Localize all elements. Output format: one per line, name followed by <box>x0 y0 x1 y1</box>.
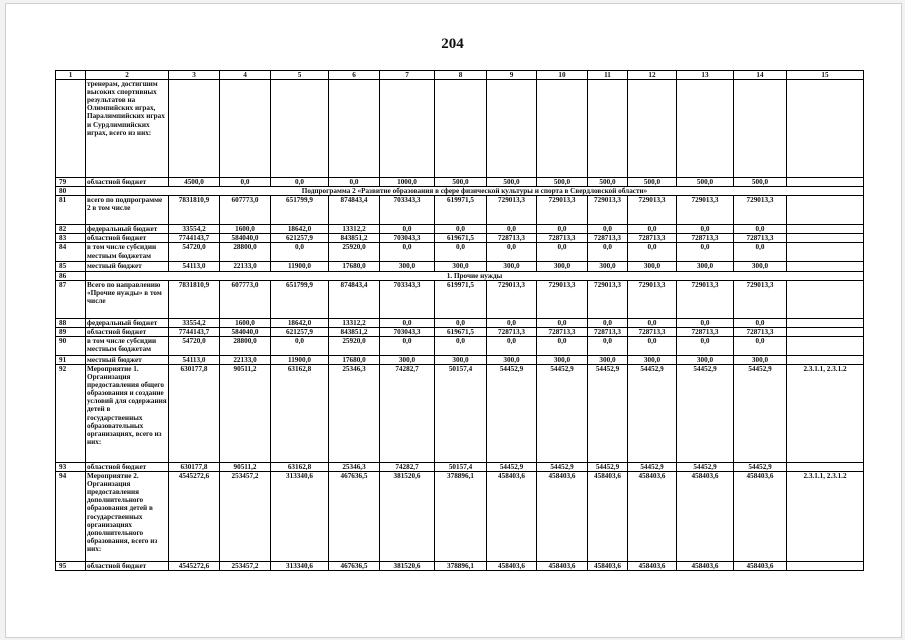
table-row <box>56 178 864 187</box>
value-cell: 651799,9 <box>271 280 329 318</box>
value-cell: 7831810,9 <box>169 280 220 318</box>
row-number: 87 <box>56 280 86 318</box>
row-label: Мероприятие 1. Организация предоставления общего образования и создание условий для содержания детей в государственных образовательных организациях, всего из них: <box>86 364 169 462</box>
budget-table <box>55 70 864 571</box>
row-label: тренерам, достигшим высоких спортивных результатов на Олимпийских играх, Паралимпийских играх и Сурдлимпийских играх, всего из них: <box>86 80 169 178</box>
value-cell: 729013,3 <box>734 196 787 225</box>
target-link-cell <box>787 280 864 318</box>
value-cell: 0,0 <box>677 243 734 262</box>
value-cell: 0,0 <box>380 243 435 262</box>
value-cell: 467636,5 <box>329 472 380 562</box>
value-cell: 74282,7 <box>380 462 435 471</box>
value-cell: 90511,2 <box>220 364 271 462</box>
table-row <box>56 196 864 225</box>
column-number: 9 <box>487 71 537 80</box>
target-link-cell <box>787 355 864 364</box>
value-cell: 300,0 <box>734 355 787 364</box>
table-row <box>56 364 864 462</box>
value-cell: 458403,6 <box>588 562 628 571</box>
value-cell: 0,0 <box>588 318 628 327</box>
value-cell: 7744143,7 <box>169 234 220 243</box>
value-cell: 458403,6 <box>537 472 588 562</box>
value-cell: 0,0 <box>734 318 787 327</box>
value-cell: 300,0 <box>628 355 677 364</box>
value-cell: 25346,3 <box>329 364 380 462</box>
value-cell: 313340,6 <box>271 472 329 562</box>
table-row <box>56 280 864 318</box>
value-cell: 619671,5 <box>435 327 487 336</box>
value-cell: 22133,0 <box>220 262 271 271</box>
value-cell <box>329 80 380 178</box>
value-cell: 0,0 <box>435 336 487 355</box>
value-cell: 619971,5 <box>435 196 487 225</box>
value-cell: 728713,3 <box>588 234 628 243</box>
value-cell: 54113,0 <box>169 262 220 271</box>
value-cell: 313340,6 <box>271 562 329 571</box>
value-cell: 0,0 <box>271 243 329 262</box>
value-cell: 0,0 <box>329 178 380 187</box>
row-label: местный бюджет <box>86 355 169 364</box>
value-cell: 729013,3 <box>677 196 734 225</box>
value-cell: 0,0 <box>435 225 487 234</box>
value-cell: 630177,8 <box>169 462 220 471</box>
section-title: 1. Прочие нужды <box>86 271 864 280</box>
row-label: областной бюджет <box>86 234 169 243</box>
value-cell: 13312,2 <box>329 225 380 234</box>
value-cell: 0,0 <box>537 318 588 327</box>
value-cell: 25920,0 <box>329 243 380 262</box>
value-cell: 300,0 <box>588 262 628 271</box>
column-number: 2 <box>86 71 169 80</box>
value-cell: 728713,3 <box>537 327 588 336</box>
value-cell: 0,0 <box>628 318 677 327</box>
value-cell: 729013,3 <box>677 280 734 318</box>
value-cell <box>380 80 435 178</box>
table-row <box>56 234 864 243</box>
target-link-cell <box>787 196 864 225</box>
value-cell: 1600,0 <box>220 318 271 327</box>
value-cell: 729013,3 <box>487 196 537 225</box>
value-cell: 728713,3 <box>734 234 787 243</box>
value-cell: 50157,4 <box>435 462 487 471</box>
value-cell: 729013,3 <box>588 196 628 225</box>
row-number: 82 <box>56 225 86 234</box>
target-link-cell: 2.3.1.1, 2.3.1.2 <box>787 364 864 462</box>
column-number: 13 <box>677 71 734 80</box>
target-link-cell <box>787 178 864 187</box>
value-cell: 7744143,7 <box>169 327 220 336</box>
table-row <box>56 80 864 178</box>
row-label: Всего по направлению «Прочие нужды» в том числе <box>86 280 169 318</box>
value-cell: 584040,0 <box>220 327 271 336</box>
target-link-cell <box>787 462 864 471</box>
value-cell: 0,0 <box>628 225 677 234</box>
value-cell: 729013,3 <box>487 280 537 318</box>
column-number: 4 <box>220 71 271 80</box>
value-cell: 90511,2 <box>220 462 271 471</box>
value-cell: 500,0 <box>435 178 487 187</box>
row-label: Мероприятие 2. Организация предоставления дополнительного образования детей в государственных организациях дополнительного образования, всего из них: <box>86 472 169 562</box>
column-number: 10 <box>537 71 588 80</box>
row-label: местный бюджет <box>86 262 169 271</box>
value-cell: 458403,6 <box>487 562 537 571</box>
table-body <box>56 71 864 571</box>
value-cell: 0,0 <box>380 336 435 355</box>
value-cell: 300,0 <box>380 262 435 271</box>
value-cell: 300,0 <box>380 355 435 364</box>
value-cell: 874843,4 <box>329 196 380 225</box>
target-link-cell <box>787 262 864 271</box>
row-number: 91 <box>56 355 86 364</box>
value-cell: 584040,0 <box>220 234 271 243</box>
row-label: федеральный бюджет <box>86 318 169 327</box>
target-link-cell: 2.3.1.1, 2.3.1.2 <box>787 472 864 562</box>
section-row <box>56 271 864 280</box>
target-link-cell <box>787 562 864 571</box>
row-number: 81 <box>56 196 86 225</box>
value-cell: 0,0 <box>487 225 537 234</box>
value-cell: 874843,4 <box>329 280 380 318</box>
value-cell: 28800,0 <box>220 336 271 355</box>
value-cell: 843851,2 <box>329 234 380 243</box>
value-cell: 300,0 <box>677 262 734 271</box>
value-cell: 0,0 <box>220 178 271 187</box>
value-cell: 18642,0 <box>271 318 329 327</box>
value-cell <box>435 80 487 178</box>
value-cell: 253457,2 <box>220 562 271 571</box>
value-cell: 74282,7 <box>380 364 435 462</box>
value-cell: 300,0 <box>435 262 487 271</box>
value-cell: 54452,9 <box>628 364 677 462</box>
value-cell: 33554,2 <box>169 225 220 234</box>
value-cell: 300,0 <box>487 355 537 364</box>
value-cell: 843851,2 <box>329 327 380 336</box>
value-cell: 63162,8 <box>271 462 329 471</box>
value-cell <box>169 80 220 178</box>
row-label: всего по подпрограмме 2 в том числе <box>86 196 169 225</box>
table-row <box>56 318 864 327</box>
row-number: 93 <box>56 462 86 471</box>
table-row <box>56 562 864 571</box>
value-cell: 458403,6 <box>588 472 628 562</box>
value-cell: 0,0 <box>271 336 329 355</box>
column-number: 8 <box>435 71 487 80</box>
value-cell: 500,0 <box>628 178 677 187</box>
value-cell: 458403,6 <box>677 472 734 562</box>
section-title: Подпрограмма 2 «Развитие образования в сфере физической культуры и спорта в Свердловской области» <box>86 187 864 196</box>
target-link-cell <box>787 80 864 178</box>
value-cell: 703343,3 <box>380 196 435 225</box>
value-cell: 300,0 <box>487 262 537 271</box>
value-cell: 50157,4 <box>435 364 487 462</box>
table-row <box>56 327 864 336</box>
row-number <box>56 80 86 178</box>
table-row <box>56 336 864 355</box>
row-label: в том числе субсидии местным бюджетам <box>86 336 169 355</box>
value-cell: 1000,0 <box>380 178 435 187</box>
value-cell: 0,0 <box>271 178 329 187</box>
value-cell: 300,0 <box>537 262 588 271</box>
value-cell: 11900,0 <box>271 355 329 364</box>
value-cell: 22133,0 <box>220 355 271 364</box>
value-cell: 729013,3 <box>588 280 628 318</box>
column-number: 15 <box>787 71 864 80</box>
table-row <box>56 262 864 271</box>
row-number: 92 <box>56 364 86 462</box>
value-cell: 0,0 <box>734 243 787 262</box>
value-cell: 0,0 <box>588 243 628 262</box>
value-cell: 300,0 <box>435 355 487 364</box>
value-cell: 630177,8 <box>169 364 220 462</box>
value-cell: 300,0 <box>734 262 787 271</box>
row-label: областной бюджет <box>86 178 169 187</box>
row-number: 79 <box>56 178 86 187</box>
value-cell: 619671,5 <box>435 234 487 243</box>
row-label: областной бюджет <box>86 327 169 336</box>
target-link-cell <box>787 225 864 234</box>
table-row <box>56 462 864 471</box>
page-number: 204 <box>441 36 464 52</box>
row-number: 80 <box>56 187 86 196</box>
row-number: 85 <box>56 262 86 271</box>
table-row <box>56 472 864 562</box>
value-cell: 729013,3 <box>628 196 677 225</box>
value-cell: 300,0 <box>628 262 677 271</box>
value-cell: 728713,3 <box>734 327 787 336</box>
value-cell <box>628 80 677 178</box>
value-cell: 0,0 <box>380 318 435 327</box>
row-number: 86 <box>56 271 86 280</box>
value-cell: 54452,9 <box>588 364 628 462</box>
row-number: 84 <box>56 243 86 262</box>
value-cell: 253457,2 <box>220 472 271 562</box>
value-cell: 607773,0 <box>220 196 271 225</box>
value-cell: 0,0 <box>588 225 628 234</box>
value-cell: 54113,0 <box>169 355 220 364</box>
target-link-cell <box>787 318 864 327</box>
value-cell: 0,0 <box>628 336 677 355</box>
table-row <box>56 225 864 234</box>
value-cell: 728713,3 <box>487 234 537 243</box>
value-cell: 0,0 <box>628 243 677 262</box>
row-number: 89 <box>56 327 86 336</box>
value-cell: 54452,9 <box>537 364 588 462</box>
value-cell: 729013,3 <box>734 280 787 318</box>
column-number: 12 <box>628 71 677 80</box>
target-link-cell <box>787 234 864 243</box>
value-cell: 54452,9 <box>677 364 734 462</box>
column-number: 1 <box>56 71 86 80</box>
value-cell: 728713,3 <box>677 327 734 336</box>
value-cell: 621257,9 <box>271 234 329 243</box>
value-cell: 651799,9 <box>271 196 329 225</box>
value-cell: 378896,1 <box>435 472 487 562</box>
value-cell: 0,0 <box>677 336 734 355</box>
table-row <box>56 243 864 262</box>
value-cell: 458403,6 <box>677 562 734 571</box>
value-cell: 381520,6 <box>380 562 435 571</box>
row-number: 94 <box>56 472 86 562</box>
value-cell: 28800,0 <box>220 243 271 262</box>
value-cell: 54452,9 <box>628 462 677 471</box>
row-label: федеральный бюджет <box>86 225 169 234</box>
value-cell: 0,0 <box>380 225 435 234</box>
target-link-cell <box>787 336 864 355</box>
row-label: областной бюджет <box>86 462 169 471</box>
row-label: областной бюджет <box>86 562 169 571</box>
column-number: 11 <box>588 71 628 80</box>
value-cell <box>588 80 628 178</box>
value-cell: 728713,3 <box>487 327 537 336</box>
value-cell: 0,0 <box>734 225 787 234</box>
column-number: 5 <box>271 71 329 80</box>
value-cell: 18642,0 <box>271 225 329 234</box>
value-cell: 25920,0 <box>329 336 380 355</box>
value-cell: 500,0 <box>677 178 734 187</box>
value-cell: 458403,6 <box>487 472 537 562</box>
value-cell: 300,0 <box>537 355 588 364</box>
value-cell <box>677 80 734 178</box>
value-cell: 0,0 <box>588 336 628 355</box>
value-cell: 33554,2 <box>169 318 220 327</box>
value-cell: 0,0 <box>537 225 588 234</box>
value-cell: 4500,0 <box>169 178 220 187</box>
value-cell: 17680,0 <box>329 262 380 271</box>
value-cell: 54720,0 <box>169 243 220 262</box>
value-cell: 500,0 <box>588 178 628 187</box>
value-cell <box>271 80 329 178</box>
row-number: 88 <box>56 318 86 327</box>
row-number: 95 <box>56 562 86 571</box>
value-cell: 728713,3 <box>588 327 628 336</box>
value-cell: 0,0 <box>734 336 787 355</box>
value-cell: 300,0 <box>677 355 734 364</box>
value-cell: 458403,6 <box>628 562 677 571</box>
value-cell: 0,0 <box>487 243 537 262</box>
value-cell: 728713,3 <box>537 234 588 243</box>
value-cell <box>734 80 787 178</box>
value-cell: 500,0 <box>537 178 588 187</box>
value-cell: 500,0 <box>487 178 537 187</box>
value-cell: 728713,3 <box>677 234 734 243</box>
value-cell: 300,0 <box>588 355 628 364</box>
value-cell: 0,0 <box>537 243 588 262</box>
value-cell: 54452,9 <box>734 462 787 471</box>
value-cell: 703343,3 <box>380 280 435 318</box>
column-number: 6 <box>329 71 380 80</box>
value-cell: 63162,8 <box>271 364 329 462</box>
value-cell: 458403,6 <box>628 472 677 562</box>
value-cell: 54452,9 <box>537 462 588 471</box>
section-row <box>56 187 864 196</box>
target-link-cell <box>787 243 864 262</box>
value-cell: 729013,3 <box>537 280 588 318</box>
value-cell: 11900,0 <box>271 262 329 271</box>
table-row <box>56 355 864 364</box>
value-cell: 0,0 <box>677 318 734 327</box>
row-number: 83 <box>56 234 86 243</box>
value-cell: 729013,3 <box>628 280 677 318</box>
value-cell: 4545272,6 <box>169 562 220 571</box>
value-cell: 54720,0 <box>169 336 220 355</box>
value-cell: 728713,3 <box>628 327 677 336</box>
value-cell: 500,0 <box>734 178 787 187</box>
value-cell: 0,0 <box>537 336 588 355</box>
value-cell: 621257,9 <box>271 327 329 336</box>
value-cell: 13312,2 <box>329 318 380 327</box>
value-cell: 729013,3 <box>537 196 588 225</box>
value-cell: 54452,9 <box>677 462 734 471</box>
value-cell: 703043,3 <box>380 234 435 243</box>
value-cell <box>220 80 271 178</box>
value-cell: 7831810,9 <box>169 196 220 225</box>
value-cell: 703043,3 <box>380 327 435 336</box>
value-cell: 0,0 <box>487 318 537 327</box>
column-number: 7 <box>380 71 435 80</box>
value-cell: 458403,6 <box>734 472 787 562</box>
column-number: 3 <box>169 71 220 80</box>
value-cell: 25346,3 <box>329 462 380 471</box>
value-cell: 0,0 <box>435 243 487 262</box>
value-cell: 54452,9 <box>487 364 537 462</box>
header-row <box>56 71 864 80</box>
value-cell: 54452,9 <box>487 462 537 471</box>
value-cell: 0,0 <box>435 318 487 327</box>
row-label: в том числе субсидии местным бюджетам <box>86 243 169 262</box>
row-number: 90 <box>56 336 86 355</box>
value-cell: 0,0 <box>487 336 537 355</box>
value-cell: 17680,0 <box>329 355 380 364</box>
target-link-cell <box>787 327 864 336</box>
value-cell: 458403,6 <box>537 562 588 571</box>
value-cell: 458403,6 <box>734 562 787 571</box>
value-cell: 607773,0 <box>220 280 271 318</box>
value-cell: 467636,5 <box>329 562 380 571</box>
value-cell: 1600,0 <box>220 225 271 234</box>
column-number: 14 <box>734 71 787 80</box>
value-cell: 0,0 <box>677 225 734 234</box>
value-cell: 728713,3 <box>628 234 677 243</box>
value-cell <box>487 80 537 178</box>
value-cell: 54452,9 <box>734 364 787 462</box>
value-cell: 378896,1 <box>435 562 487 571</box>
value-cell: 54452,9 <box>588 462 628 471</box>
value-cell: 619971,5 <box>435 280 487 318</box>
value-cell <box>537 80 588 178</box>
value-cell: 381520,6 <box>380 472 435 562</box>
value-cell: 4545272,6 <box>169 472 220 562</box>
